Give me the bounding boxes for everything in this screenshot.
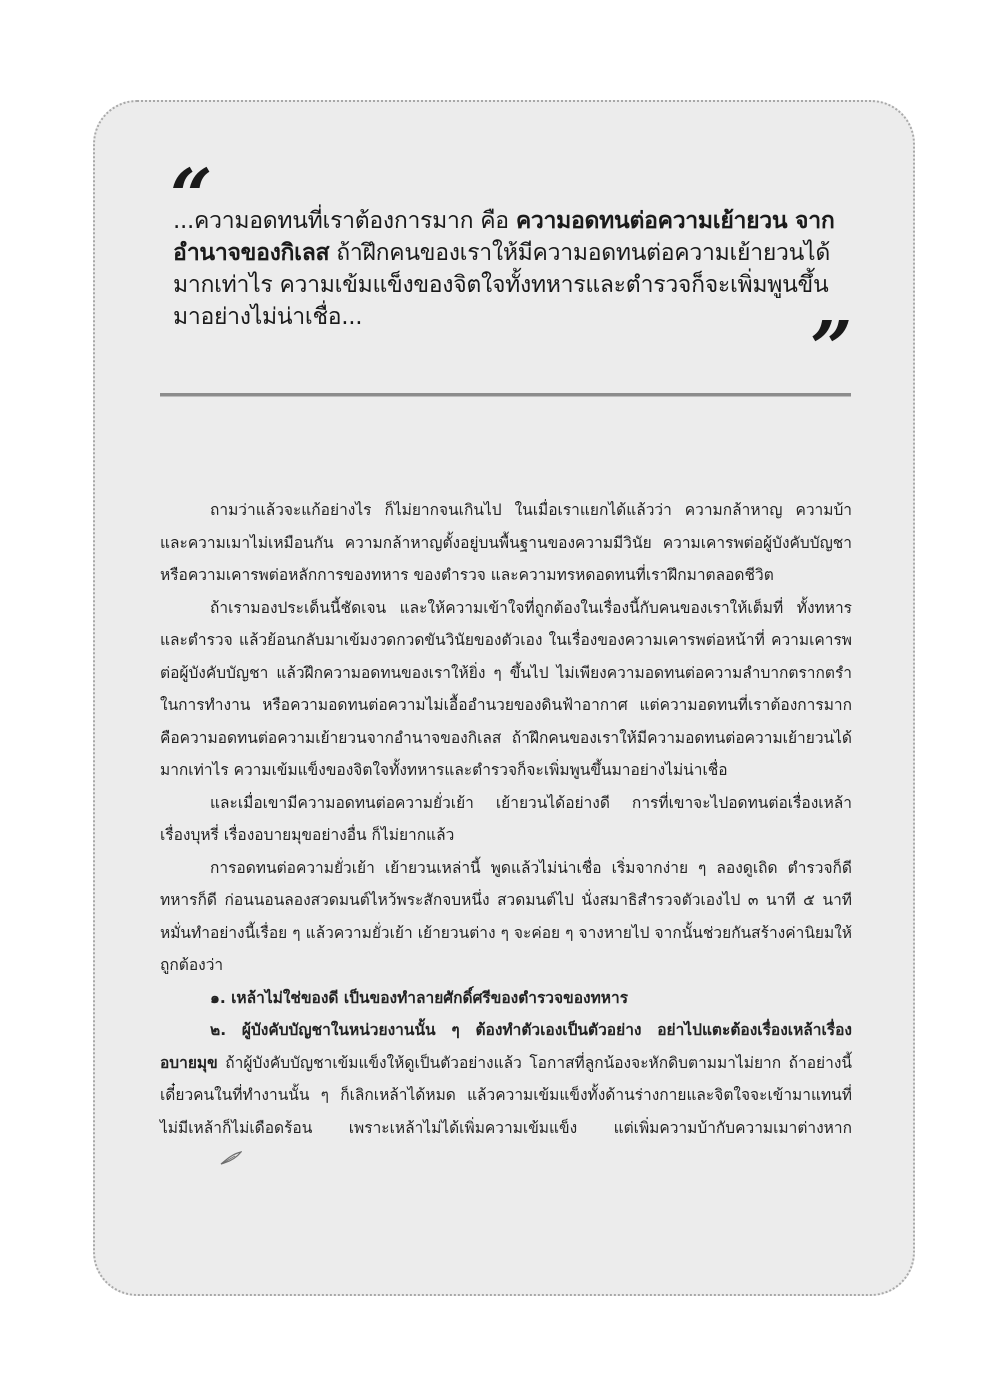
paragraph-3: และเมื่อเขามีความอดทนต่อความยั่วเย้า เย้ายวนได้อย่างดี การที่เขาจะไปอดทนต่อเรื่องเหล้า เรื่องบุหรี่ เรื่องอบายมุขอย่างอื่น ก็ไม่ยากแล้ว (160, 793, 852, 844)
divider (160, 393, 851, 397)
quote-emphasis: ความอดทนต่อความเย้ายวน จากอำนาจของกิเลส (173, 208, 835, 266)
list-item-2-text: ถ้าผู้บังคับบัญชาเข้มแข็งให้ดูเป็นตัวอย่างแล้ว โอกาสที่ลูกน้องจะหักดิบตามมาไม่ยาก ถ้าอย่างนี้เดี๋ยวคนในที่ทำงานนั้น ๆ ก็เลิกเหล้าได้หมด แล้วความเข้มแข็งทั้งด้านร่างกายและจิตใจจะเข้ามาแทนที่ ไม่มีเหล้าก็ไม่เดือดร้อน เพราะเหล้าไม่ได้เพิ่มความเข้มแข็ง แต่เพิ่มความบ้ากับความเมาต่างหาก (160, 1053, 852, 1137)
article-body (160, 494, 852, 1177)
list-item-1: ๑. เหล้าไม่ใช่ของดี เป็นของทำลายศักดิ์ศรีของตำรวจของทหาร (210, 988, 629, 1007)
list-item-2-bold: ๒. ผู้บังคับบัญชาในหน่วยงานนั้น ๆ ต้องทำตัวเองเป็นตัวอย่าง อย่าไปแตะต้องเรื่องเหล้าเรื่องอบายมุข (160, 1021, 852, 1072)
open-quote-icon: “ (170, 154, 213, 240)
quote-lead: ...ความอดทนที่เราต้องการมาก คือ (173, 208, 516, 234)
pull-quote (173, 205, 853, 333)
list-item-2 (160, 1014, 852, 1177)
feather-icon (170, 1144, 242, 1177)
close-quote-icon: ” (810, 306, 853, 392)
paragraph-1: ถามว่าแล้วจะแก้อย่างไร ก็ไม่ยากจนเกินไป ในเมื่อเราแยกได้แล้วว่า ความกล้าหาญ ความบ้า และความเมาไม่เหมือนกัน ความกล้าหาญตั้งอยู่บนพื้นฐานของความมีวินัย ความเคารพต่อผู้บังคับบัญชาหรือความเคารพต่อหลักการของทหาร ของตำรวจ และความทรหดอดทนที่เราฝึกมาตลอดชีวิต (160, 501, 852, 584)
quote-tail: ถ้าฝึกคนของเราให้มีความอดทนต่อความเย้ายวนได้มากเท่าไร ความเข้มแข็งของจิตใจทั้งทหารและตำรวจก็จะเพิ่มพูนขึ้นมาอย่างไม่น่าเชื่อ... (173, 240, 830, 330)
paragraph-4: การอดทนต่อความยั่วเย้า เย้ายวนเหล่านี้ พูดแล้วไม่น่าเชื่อ เริ่มจากง่าย ๆ ลองดูเถิด ตำรวจก็ดี ทหารก็ดี ก่อนนอนลองสวดมนต์ไหว้พระสักจบหนึ่ง สวดมนต์ไป นั่งสมาธิสำรวจตัวเองไป ๓ นาที ๕ นาที หมั่นทำอย่างนี้เรื่อย ๆ แล้วความยั่วเย้า เย้ายวนต่าง ๆ จะค่อย ๆ จางหายไป จากนั้นช่วยกันสร้างค่านิยมให้ถูกต้องว่า (160, 858, 852, 974)
paragraph-2: ถ้าเรามองประเด็นนี้ชัดเจน และให้ความเข้าใจที่ถูกต้องในเรื่องนี้กับคนของเราให้เต็มที่ ทั้งทหารและตำรวจ แล้วย้อนกลับมาเข้มงวดกวดขันวินัยของตัวเอง ในเรื่องของความเคารพต่อหน้าที่ ความเคารพต่อผู้บังคับบัญชา แล้วฝึกความอดทนของเราให้ยิ่ง ๆ ขึ้นไป ไม่เพียงความอดทนต่อความลำบากตรากตรำในการทำงาน หรือความอดทนต่อความไม่เอื้ออำนวยของดินฟ้าอากาศ แต่ความอดทนที่เราต้องการมาก คือความอดทนต่อความเย้ายวนจากอำนาจของกิเลส ถ้าฝึกคนของเราให้มีความอดทนต่อความเย้ายวนได้มากเท่าไร ความเข้มแข็งของจิตใจทั้งทหารและตำรวจก็จะเพิ่มพูนขึ้นมาอย่างไม่น่าเชื่อ (160, 598, 852, 779)
